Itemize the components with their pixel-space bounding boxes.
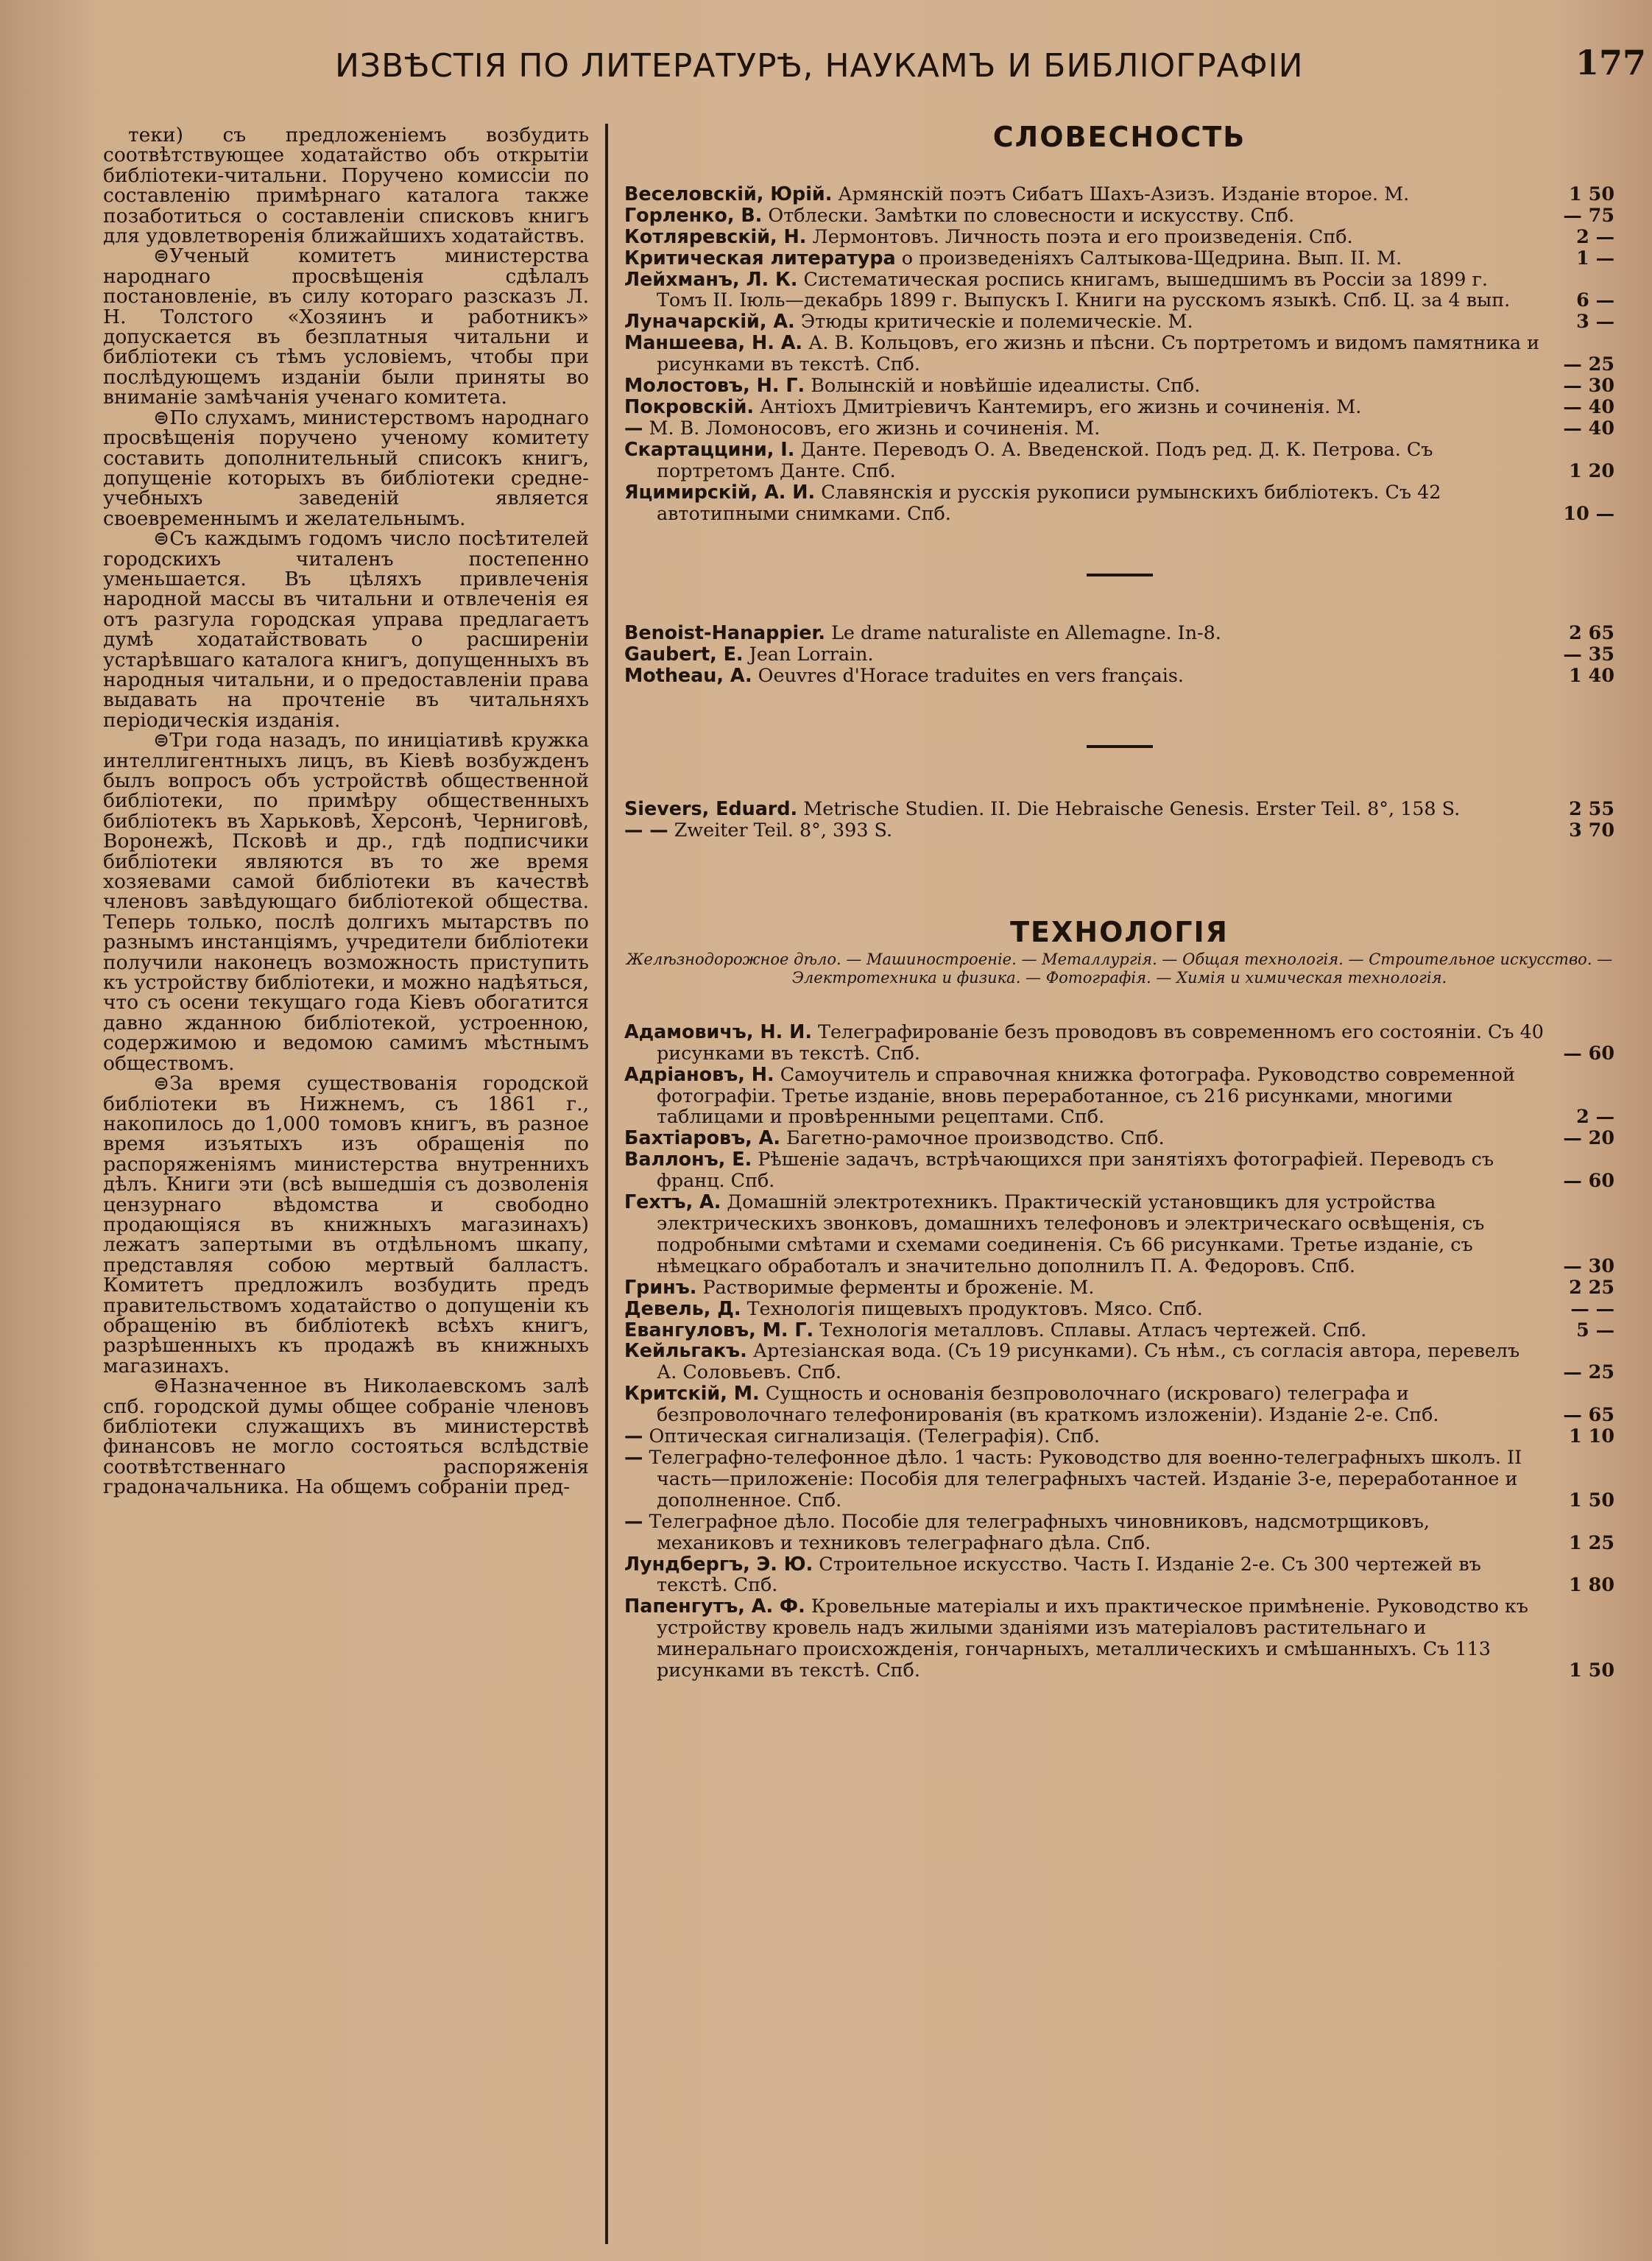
entry-price: — 25 — [1563, 353, 1614, 375]
entry-price: 1 — — [1576, 246, 1614, 269]
header-title: ИЗВѢСТІЯ ПО ЛИТЕРАТУРѢ, НАУКАМЪ И БИБЛІОГРАФІИ — [335, 47, 1304, 85]
entry-author: Луначарскій, А. — [624, 310, 795, 333]
paragraph-mark-icon: ⊜ — [153, 244, 170, 268]
french-list — [624, 622, 1614, 686]
entry-title: Oeuvres d'Horace traduites en vers français. — [752, 664, 1184, 687]
entry-author: Молостовъ, Н. Г. — [624, 374, 805, 397]
bibliography-entry — [624, 665, 1614, 686]
entry-price: 10 — — [1563, 501, 1614, 524]
bibliography-entry — [624, 1425, 1614, 1447]
entry-author: Критическая литература — [624, 246, 896, 269]
entry-author: Евангуловъ, М. Г. — [624, 1318, 814, 1341]
bibliography-entry — [624, 622, 1614, 643]
news-paragraph — [103, 125, 589, 246]
entry-author: Веселовскій, Юрій. — [624, 182, 833, 205]
entry-price: 1 50 — [1569, 1659, 1614, 1682]
entry-title: Zweiter Teil. 8°, 393 S. — [668, 819, 893, 842]
entry-title: А. В. Кольцовъ, его жизнь и пѣсни. Съ портретомъ и видомъ памятника и рисунками въ текстѣ. Спб. — [657, 331, 1540, 375]
subtopics-line: Желѣзнодорожное дѣло. — Машиностроеніе. — Металлургія. — Общая технологія. — Строительное искусство. — Электротехника и физика. — Фотографія. — Химія и химическая технологія. — [626, 950, 1613, 987]
bibliography-entry — [624, 1553, 1614, 1596]
entry-author: Папенгутъ, А. Ф. — [624, 1595, 805, 1618]
entry-title: Телеграфно-телефонное дѣло. 1 часть: Руководство для военно-телеграфныхъ школъ. II часть—приложеніе: Пособія для телеграфныхъ частей. Изданіе 3-е, переработанное и дополненное. Спб. — [643, 1445, 1522, 1511]
entry-price: 6 — — [1576, 289, 1614, 311]
entry-author: Бахтіаровъ, А. — [624, 1126, 780, 1149]
entry-price: — — — [1570, 1297, 1614, 1319]
news-column — [103, 125, 589, 1498]
entry-price: 2 65 — [1569, 621, 1614, 644]
entry-author: Покровскій. — [624, 395, 755, 417]
bibliography-entry — [624, 1298, 1614, 1319]
section-title-tekhnologia: ТЕХНОЛОГІЯ — [1010, 915, 1229, 948]
entry-title: М. В. Ломоносовъ, его жизнь и сочиненія. М. — [643, 416, 1101, 439]
bibliography-entry — [624, 1277, 1614, 1298]
bibliography-entry — [624, 1595, 1614, 1681]
entry-price: — 35 — [1563, 643, 1614, 666]
news-paragraph — [103, 1073, 589, 1376]
bibliography-entry — [624, 183, 1614, 205]
entry-title: Jean Lorrain. — [743, 643, 874, 666]
entry-author: Гринъ. — [624, 1275, 697, 1298]
entry-author: Адамовичъ, Н. И. — [624, 1020, 812, 1043]
news-paragraph — [103, 408, 589, 529]
bibliography-entry — [624, 311, 1614, 332]
news-paragraph — [103, 246, 589, 407]
bibliography-entry — [624, 247, 1614, 269]
entry-price: — 40 — [1563, 395, 1614, 417]
entry-author: Скартаццини, І. — [624, 437, 795, 460]
news-paragraph — [103, 730, 589, 1073]
bibliography-entry — [624, 1319, 1614, 1341]
entry-price: 2 25 — [1569, 1275, 1614, 1298]
bibliography-entry — [624, 482, 1614, 524]
entry-price: — 30 — [1563, 374, 1614, 397]
entry-author: Лейхманъ, Л. К. — [624, 267, 798, 290]
entry-title: Волынскій и новѣйшіе идеалисты. Спб. — [805, 374, 1201, 397]
entry-price: 3 70 — [1569, 819, 1614, 842]
entry-title: Систематическая роспись книгамъ, вышедшимъ въ Россіи за 1899 г. Томъ II. Іюль—декабрь 1899 г. Выпускъ I. Книги на русскомъ языкѣ. Спб. Ц. за 4 вып. — [657, 267, 1511, 311]
bibliography-entry — [624, 1511, 1614, 1553]
entry-title: Сущность и основанія безпроволочнаго (искроваго) телеграфа и безпроволочнаго телефонированія (въ краткомъ изложеніи). Изданіе 2-е. Спб. — [657, 1382, 1439, 1426]
entry-price: — 20 — [1563, 1126, 1614, 1149]
entry-title: о произведеніяхъ Салтыкова-Щедрина. Вып. II. М. — [895, 246, 1402, 269]
entry-title: Армянскій поэтъ Сибатъ Шахъ-Азизъ. Изданіе второе. М. — [832, 182, 1410, 205]
entry-price: 2 — — [1576, 1105, 1614, 1128]
entry-author: — — [624, 1445, 643, 1468]
entry-title: Славянскія и русскія рукописи румынскихъ библіотекъ. Съ 42 автотипными снимками. Спб. — [657, 480, 1441, 524]
entry-author: Горленко, В. — [624, 203, 763, 226]
entry-title: Артезіанская вода. (Съ 19 рисунками). Съ нѣм., съ согласія автора, перевелъ А. Соловьевъ. Спб. — [657, 1339, 1520, 1383]
entry-price: 5 — — [1576, 1318, 1614, 1341]
entry-author: Яцимирскій, А. И. — [624, 480, 816, 503]
section-title-slovesnost: СЛОВЕСНОСТЬ — [992, 121, 1246, 153]
entry-author: Gaubert, E. — [624, 643, 744, 666]
bibliography-entry — [624, 1340, 1614, 1383]
paragraph-mark-icon: ⊜ — [153, 1072, 170, 1096]
entry-title: Кровельные матеріалы и ихъ практическое примѣненіе. Руководство къ устройству кровель надъ жилыми зданіями изъ матеріаловъ растительнаго и минеральнаго происхожденія, гончарныхъ, металлическихъ и смѣшанныхъ. Съ 113 рисунками въ текстѣ. Спб. — [657, 1595, 1528, 1682]
entry-price: 1 10 — [1569, 1425, 1614, 1447]
news-paragraph-text: Назначенное въ Николаевскомъ залѣ спб. городской думы общее собраніе членовъ библіотеки служащихъ въ министерствѣ финансовъ не могло состояться вслѣдствіе соотвѣтственнаго распоряженія градоначальника. На общемъ собраніи пред- — [103, 1375, 589, 1499]
entry-title: Оптическая сигнализація. (Телеграфія). Спб. — [643, 1425, 1100, 1447]
german-list — [624, 798, 1614, 841]
entry-price: — 25 — [1563, 1361, 1614, 1383]
section-divider — [1087, 574, 1153, 576]
entry-title: Растворимые ферменты и броженіе. М. — [696, 1275, 1095, 1298]
news-paragraph-text: По слухамъ, министерствомъ народнаго просвѣщенія поручено ученому комитету составить дополнительный списокъ книгъ, допущеніе которыхъ въ библіотеки средне-учебныхъ заведеній является своевременнымъ и желательнымъ. — [103, 406, 589, 530]
paragraph-mark-icon: ⊜ — [153, 1375, 170, 1398]
page-number: 177 — [1575, 43, 1647, 82]
entry-title: Антіохъ Дмитріевичъ Кантемиръ, его жизнь и сочиненія. М. — [754, 395, 1362, 417]
paragraph-mark-icon: ⊜ — [153, 729, 170, 752]
bibliography-entry — [624, 439, 1614, 482]
bibliography-entry — [624, 1064, 1614, 1128]
entry-price: — 60 — [1563, 1041, 1614, 1064]
entry-author: — — [624, 1509, 643, 1532]
entry-price: — 30 — [1563, 1254, 1614, 1277]
entry-author: Котляревскій, Н. — [624, 225, 807, 247]
entry-price: 2 55 — [1569, 797, 1614, 820]
entry-author: Маншеева, Н. А. — [624, 331, 803, 354]
entry-author: — — [624, 1425, 643, 1447]
entry-title: Технологія пищевыхъ продуктовъ. Мясо. Спб. — [741, 1297, 1203, 1319]
entry-author: Гехтъ, А. — [624, 1191, 721, 1213]
entry-author: — — [624, 416, 643, 439]
bibliography-entry — [624, 332, 1614, 375]
bibliography-column — [624, 118, 1614, 1681]
bibliography-entry — [624, 643, 1614, 665]
entry-author: Девель, Д. — [624, 1297, 741, 1319]
entry-price: 2 — — [1576, 225, 1614, 247]
entry-price: — 60 — [1563, 1169, 1614, 1192]
section-divider — [1087, 745, 1153, 748]
slovesnost-list — [624, 183, 1614, 524]
bibliography-entry — [624, 1149, 1614, 1191]
entry-author: Кейльгакъ. — [624, 1339, 747, 1362]
entry-price: 1 20 — [1569, 459, 1614, 482]
entry-title: Отблески. Замѣтки по словесности и искусству. Спб. — [762, 203, 1295, 226]
entry-title: Технологія металловъ. Сплавы. Атласъ чертежей. Спб. — [813, 1318, 1367, 1341]
entry-author: Валлонъ, Е. — [624, 1148, 752, 1171]
entry-title: Строительное искусство. Часть I. Изданіе 2-е. Съ 300 чертежей въ текстѣ. Спб. — [657, 1552, 1481, 1596]
paragraph-mark-icon: ⊜ — [153, 527, 170, 551]
tekhnologia-list — [624, 1021, 1614, 1681]
news-paragraph-text: Три года назадъ, по иниціативѣ кружка интеллигентныхъ лицъ, въ Кіевѣ возбужденъ былъ вопросъ объ устройствѣ общественной библіотеки, по примѣру общественныхъ библіотекъ въ Харьковѣ, Херсонѣ, Черниговѣ, Воронежѣ, Псковѣ и др., гдѣ подписчики библіотеки являются въ то же время хозяевами самой библіотеки въ качествѣ членовъ завѣдующаго библіотекой общества. Теперь только, послѣ долгихъ мытарствъ по разнымъ инстанціямъ, учредители библіотеки получили наконецъ возможность приступить къ устройству библіотеки, и можно надѣяться, что съ осени текущаго года Кіевъ обогатится давно жданною библіотекой, устроенною, содержимою и ведомою самимъ мѣстнымъ обществомъ. — [103, 729, 589, 1075]
entry-price: 1 50 — [1569, 1488, 1614, 1511]
entry-title: Metrische Studien. II. Die Hebraische Genesis. Erster Teil. 8°, 158 S. — [797, 797, 1461, 820]
bibliography-entry — [624, 1383, 1614, 1425]
bibliography-entry — [624, 417, 1614, 439]
entry-title: Рѣшеніе задачъ, встрѣчающихся при занятіяхъ фотографіей. Переводъ съ франц. Спб. — [657, 1148, 1494, 1192]
bibliography-entry — [624, 269, 1614, 311]
entry-price: 1 50 — [1569, 182, 1614, 205]
entry-title: Самоучитель и справочная книжка фотографа. Руководство современной фотографіи. Третье изданіе, вновь переработанное, съ 216 рисунками, многими таблицами и провѣренными рецептами. Спб. — [657, 1062, 1515, 1128]
news-paragraph — [103, 1376, 589, 1497]
entry-author: Лундбергъ, Э. Ю. — [624, 1552, 813, 1575]
entry-author: Критскій, М. — [624, 1382, 760, 1405]
entry-price: 1 40 — [1569, 664, 1614, 687]
bibliography-entry — [624, 1127, 1614, 1149]
entry-title: Телеграфированіе безъ проводовъ въ современномъ его состояніи. Съ 40 рисунками въ текстѣ. Спб. — [657, 1020, 1544, 1064]
bibliography-entry — [624, 1021, 1614, 1064]
entry-price: 1 25 — [1569, 1531, 1614, 1553]
bibliography-entry — [624, 1447, 1614, 1511]
entry-price: 3 — — [1576, 310, 1614, 333]
running-header — [0, 38, 1652, 90]
entry-price: — 75 — [1563, 203, 1614, 226]
bibliography-entry — [624, 798, 1614, 819]
entry-price: 1 80 — [1569, 1573, 1614, 1596]
news-paragraph-text: Съ каждымъ годомъ число посѣтителей городскихъ читаленъ постепенно уменьшается. Въ цѣляхъ привлеченія народной массы въ читальни и отвлеченія ея отъ разгула городская управа предлагаетъ думѣ ходатайствовать о расширеніи устарѣвшаго каталога книгъ, допущенныхъ въ народныя читальни, и о предоставленіи права выдавать на прочтеніе въ читальняхъ періодическія изданія. — [103, 527, 589, 732]
entry-title: Лермонтовъ. Личность поэта и его произведенія. Спб. — [806, 225, 1353, 247]
news-paragraph-text: За время существованія городской библіотеки въ Нижнемъ, съ 1861 г., накопилось до 1,000 томовъ книгъ, въ разное время изъятыхъ изъ обращенія по распоряженіямъ министерства внутреннихъ дѣлъ. Книги эти (всѣ вышедшія съ дозволенія цензурнаго вѣдомства и свободно продающіяся въ книжныхъ магазинахъ) лежатъ запертыми въ отдѣльномъ шкапу, представляя собою мертвый балластъ. Комитетъ предложилъ возбудить предъ правительствомъ ходатайство о допущеніи къ обращенію въ библіотекѣ всѣхъ книгъ, разрѣшенныхъ къ продажѣ въ книжныхъ магазинахъ. — [103, 1072, 589, 1378]
entry-author: Benoist-Hanappier. — [624, 621, 825, 644]
entry-price: — 65 — [1563, 1403, 1614, 1426]
entry-title: Le drame naturaliste en Allemagne. In-8. — [825, 621, 1221, 644]
entry-author: Motheau, A. — [624, 664, 752, 687]
bibliography-entry — [624, 205, 1614, 226]
entry-title: Багетно-рамочное производство. Спб. — [780, 1126, 1165, 1149]
entry-price: — 40 — [1563, 416, 1614, 439]
column-divider — [605, 124, 608, 2244]
entry-author: Адріановъ, Н. — [624, 1062, 774, 1085]
entry-author: Sievers, Eduard. — [624, 797, 798, 820]
entry-title: Домашній электротехникъ. Практическій установщикъ для устройства электрическихъ звонковъ, домашнихъ телефоновъ и электрическаго освѣщенія, съ подробными смѣтами и схемами соединенія. Съ 66 рисунками. Третье изданіе, съ нѣмецкаго обработалъ и значительно дополнилъ П. А. Федоровъ. Спб. — [657, 1191, 1485, 1277]
entry-title: Телеграфное дѣло. Пособіе для телеграфныхъ чиновниковъ, надсмотрщиковъ, механиковъ и техниковъ телеграфнаго дѣла. Спб. — [643, 1509, 1430, 1553]
bibliography-entry — [624, 396, 1614, 417]
news-paragraph — [103, 529, 589, 730]
entry-title: Данте. Переводъ О. А. Введенской. Подъ ред. Д. К. Петрова. Съ портретомъ Данте. Спб. — [657, 437, 1433, 482]
bibliography-entry — [624, 819, 1614, 841]
bibliography-entry — [624, 226, 1614, 247]
news-paragraph-text: Ученый комитетъ министерства народнаго просвѣщенія сдѣлалъ постановленіе, въ силу котораго разсказъ Л. Н. Толстого «Хозяинъ и работникъ» допускается въ безплатныя читальни и библіотеки съ тѣмъ условіемъ, чтобы при послѣдующемъ изданіи были приняты во вниманіе замѣчанія ученаго комитета. — [103, 244, 589, 409]
bibliography-entry — [624, 375, 1614, 396]
news-paragraph-text: теки) съ предложеніемъ возбудить соотвѣтствующее ходатайство объ открытіи библіотеки-читальни. Поручено комиссіи по составленію примѣрнаго каталога также позаботиться о составленіи списковъ книгъ для удовлетворенія ближайшихъ ходатайствъ. — [103, 124, 589, 248]
paragraph-mark-icon: ⊜ — [153, 406, 170, 429]
bibliography-entry — [624, 1191, 1614, 1277]
entry-author: — — — [624, 819, 668, 842]
entry-title: Этюды критическіе и полемическіе. М. — [794, 310, 1193, 333]
